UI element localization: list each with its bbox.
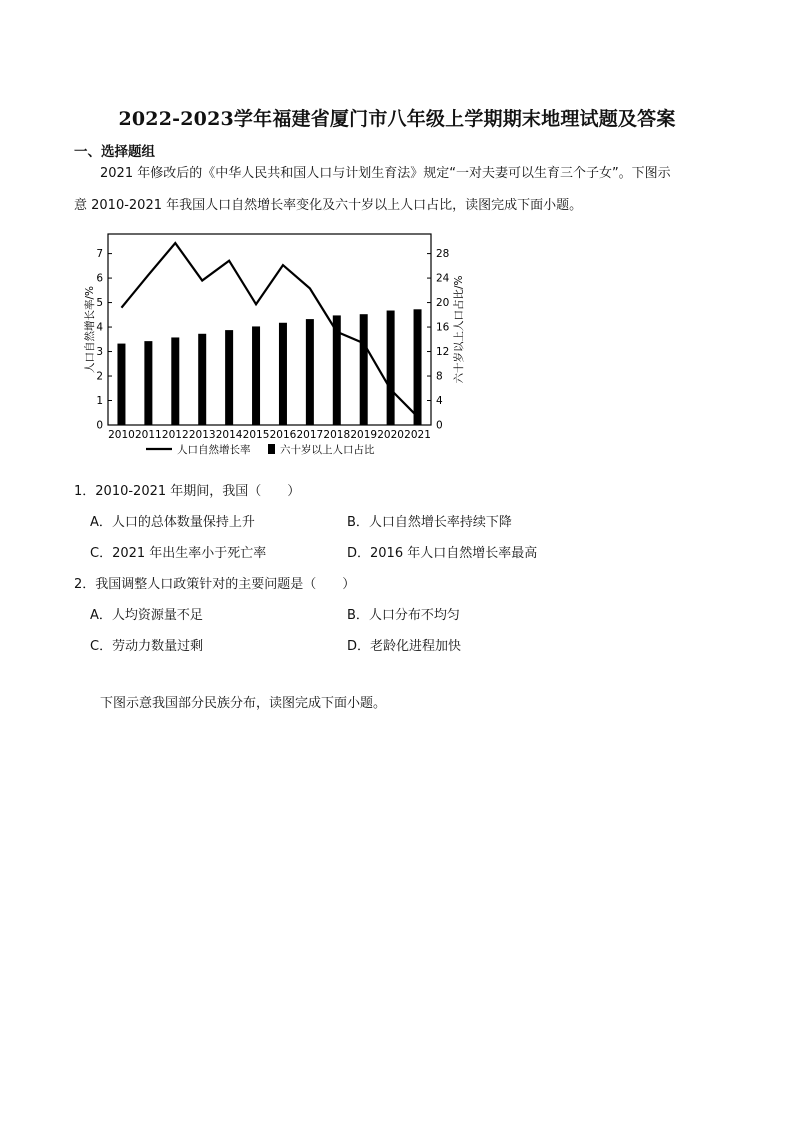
legend-line-label: 人口自然增长率 [177, 444, 251, 456]
bar-2016 [279, 323, 287, 425]
outro-paragraph [74, 688, 722, 720]
x-tick-label: 2017 [296, 429, 324, 441]
q2-option-c[interactable]: C．劳动力数量过剩 [90, 639, 204, 654]
bar-2021 [414, 309, 422, 425]
bar-2019 [360, 314, 368, 425]
question-2: 2．我国调整人口政策针对的主要问题是（ ） [74, 577, 356, 592]
line-series [121, 243, 417, 417]
bar-2010 [117, 344, 125, 425]
q1-option-b[interactable]: B．人口自然增长率持续下降 [347, 515, 512, 530]
right-tick-label: 4 [436, 395, 443, 408]
x-tick-label: 2021 [404, 429, 431, 441]
x-tick-label: 2010 [108, 429, 135, 441]
x-tick-label: 2012 [161, 429, 189, 441]
x-tick-label: 2020 [377, 429, 404, 441]
bar-2020 [387, 311, 395, 425]
right-tick-label: 20 [436, 297, 450, 310]
right-tick-label: 24 [436, 272, 450, 285]
x-tick-label: 2011 [135, 429, 162, 441]
intro-line-2: 意 2010-2021 年我国人口自然增长率变化及六十岁以上人口占比，读图完成下面小题。 [74, 198, 583, 213]
right-tick-label: 12 [436, 346, 450, 359]
left-tick-label: 4 [96, 321, 103, 334]
outro-text: 下图示意我国部分民族分布，读图完成下面小题。 [100, 696, 387, 711]
x-tick-label: 2014 [215, 429, 243, 441]
x-tick-label: 2016 [269, 429, 297, 441]
right-tick-label: 16 [436, 321, 450, 334]
right-tick-label: 8 [436, 370, 443, 383]
left-axis-label: 人口自然增长率/% [84, 285, 96, 374]
bar-2012 [171, 337, 179, 425]
x-tick-label: 2015 [242, 429, 270, 441]
left-tick-label: 2 [96, 370, 103, 383]
legend-bar-label: 六十岁以上人口占比 [280, 444, 375, 456]
right-tick-label: 0 [436, 419, 443, 432]
left-tick-label: 0 [96, 419, 103, 432]
q2-option-a[interactable]: A．人均资源量不足 [90, 608, 203, 623]
intro-paragraph [74, 158, 722, 190]
q1-option-c[interactable]: C．2021 年出生率小于死亡率 [90, 546, 267, 561]
q1-option-a[interactable]: A．人口的总体数量保持上升 [90, 515, 255, 530]
plot-frame [108, 234, 431, 425]
q2-option-d[interactable]: D．老龄化进程加快 [347, 639, 462, 654]
x-tick-label: 2019 [350, 429, 378, 441]
section-heading: 一、选择题组 [74, 144, 155, 160]
left-tick-label: 5 [96, 297, 103, 310]
legend-bar-swatch [268, 444, 275, 454]
bar-2011 [144, 341, 152, 425]
bar-2013 [198, 334, 206, 425]
left-tick-label: 6 [96, 272, 103, 285]
left-tick-label: 7 [96, 248, 103, 261]
intro-paragraph-2 [74, 190, 722, 222]
intro-line-1: 2021 年修改后的《中华人民共和国人口与计划生育法》规定“一对夫妻可以生育三个子女”。下图示 [100, 166, 671, 181]
x-tick-label: 2013 [188, 429, 216, 441]
question-1: 1．2010-2021 年期间，我国（ ） [74, 484, 301, 499]
bar-2015 [252, 326, 260, 425]
right-axis-label: 六十岁以上人口占比/% [453, 275, 465, 384]
x-tick-label: 2018 [323, 429, 351, 441]
chart-svg [82, 228, 472, 460]
bar-2014 [225, 330, 233, 425]
q2-option-b[interactable]: B．人口分布不均匀 [347, 608, 460, 623]
bar-2017 [306, 319, 314, 425]
left-tick-label: 3 [96, 346, 103, 359]
q1-option-d[interactable]: D．2016 年人口自然增长率最高 [347, 546, 538, 561]
chart [82, 228, 472, 460]
right-tick-label: 28 [436, 248, 450, 261]
page-title: 2022-2023学年福建省厦门市八年级上学期期末地理试题及答案 [118, 108, 676, 130]
left-tick-label: 1 [96, 395, 103, 408]
